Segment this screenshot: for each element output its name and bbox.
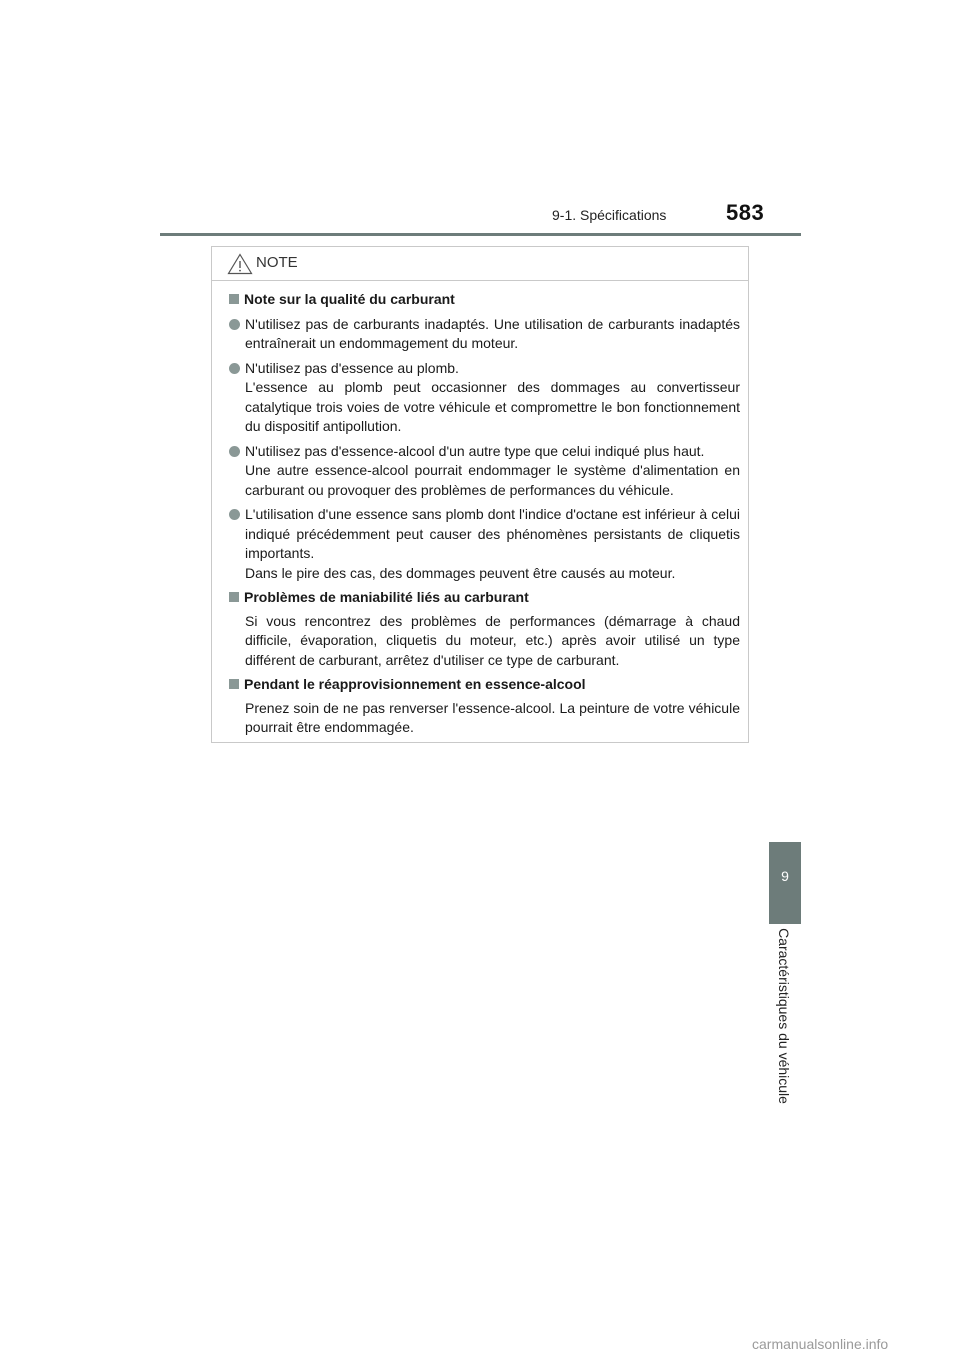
note-title: NOTE — [256, 254, 298, 271]
round-bullet-icon — [229, 509, 240, 520]
section-title-text: Note sur la qualité du carburant — [244, 291, 455, 307]
round-bullet-icon — [229, 363, 240, 374]
section-title — [229, 290, 740, 310]
round-bullet-icon — [229, 319, 240, 330]
section-title-text: Pendant le réapprovisionnement en essence-alcool — [244, 676, 586, 692]
list-item — [229, 359, 740, 437]
list-item-text: N'utilisez pas d'essence-alcool d'un autre type que celui indiqué plus haut. — [245, 442, 705, 459]
square-bullet-icon — [229, 679, 239, 689]
note-header — [212, 247, 748, 281]
note-section — [212, 588, 748, 670]
section-body — [229, 699, 740, 738]
round-bullet-icon — [229, 446, 240, 457]
note-section — [212, 290, 748, 583]
header-rule — [160, 233, 801, 236]
list-item — [229, 315, 740, 354]
list-item — [229, 505, 740, 583]
square-bullet-icon — [229, 294, 239, 304]
list-item-text: L'essence au plomb peut occasionner des dommages au convertisseur catalytique trois voies de votre véhicule et compromettre le bon fonctionnement du dispositif antipollution. — [245, 379, 740, 434]
section-body-text: Si vous rencontrez des problèmes de performances (démarrage à chaud difficile, évaporation, cliquetis du moteur, etc.) après avoir utilisé un type différent de carburant, arrêtez d'utiliser ce type de carburant. — [245, 612, 740, 668]
list-item — [229, 442, 740, 501]
note-box — [211, 246, 749, 743]
section-body-text: Prenez soin de ne pas renverser l'essence-alcool. La peinture de votre véhicule pourrait être endommagée. — [245, 699, 740, 735]
list-item-text: Dans le pire des cas, des dommages peuvent être causés au moteur. — [245, 564, 676, 581]
list-item-text: L'utilisation d'une essence sans plomb dont l'indice d'octane est inférieur à celui indiqué précédemment peut causer des phénomènes persistants de cliquetis importants. — [245, 506, 740, 561]
section-body — [229, 612, 740, 671]
section-title — [229, 588, 740, 608]
list-item-text: N'utilisez pas d'essence au plomb. — [245, 359, 459, 376]
page-number: 583 — [726, 200, 765, 225]
list-item-text: Une autre essence-alcool pourrait endommager le système d'alimentation en carburant ou provoquer des problèmes de performances du véhicule. — [245, 462, 740, 498]
page-header-section: 9-1. Spécifications — [552, 207, 667, 223]
watermark: carmanualsonline.info — [752, 1336, 889, 1352]
chapter-side-label: Caractéristiques du véhicule — [776, 928, 792, 1104]
chapter-tab-number: 9 — [781, 868, 789, 884]
square-bullet-icon — [229, 592, 239, 602]
list-item-text: N'utilisez pas de carburants inadaptés. Une utilisation de carburants inadaptés entraînerait un endommagement du moteur. — [245, 315, 740, 351]
section-title-text: Problèmes de maniabilité liés au carburant — [244, 589, 529, 605]
chapter-tab — [769, 842, 801, 924]
section-title — [229, 675, 740, 695]
note-section — [212, 675, 748, 738]
note-body — [212, 290, 748, 738]
warning-triangle-icon — [227, 253, 253, 275]
